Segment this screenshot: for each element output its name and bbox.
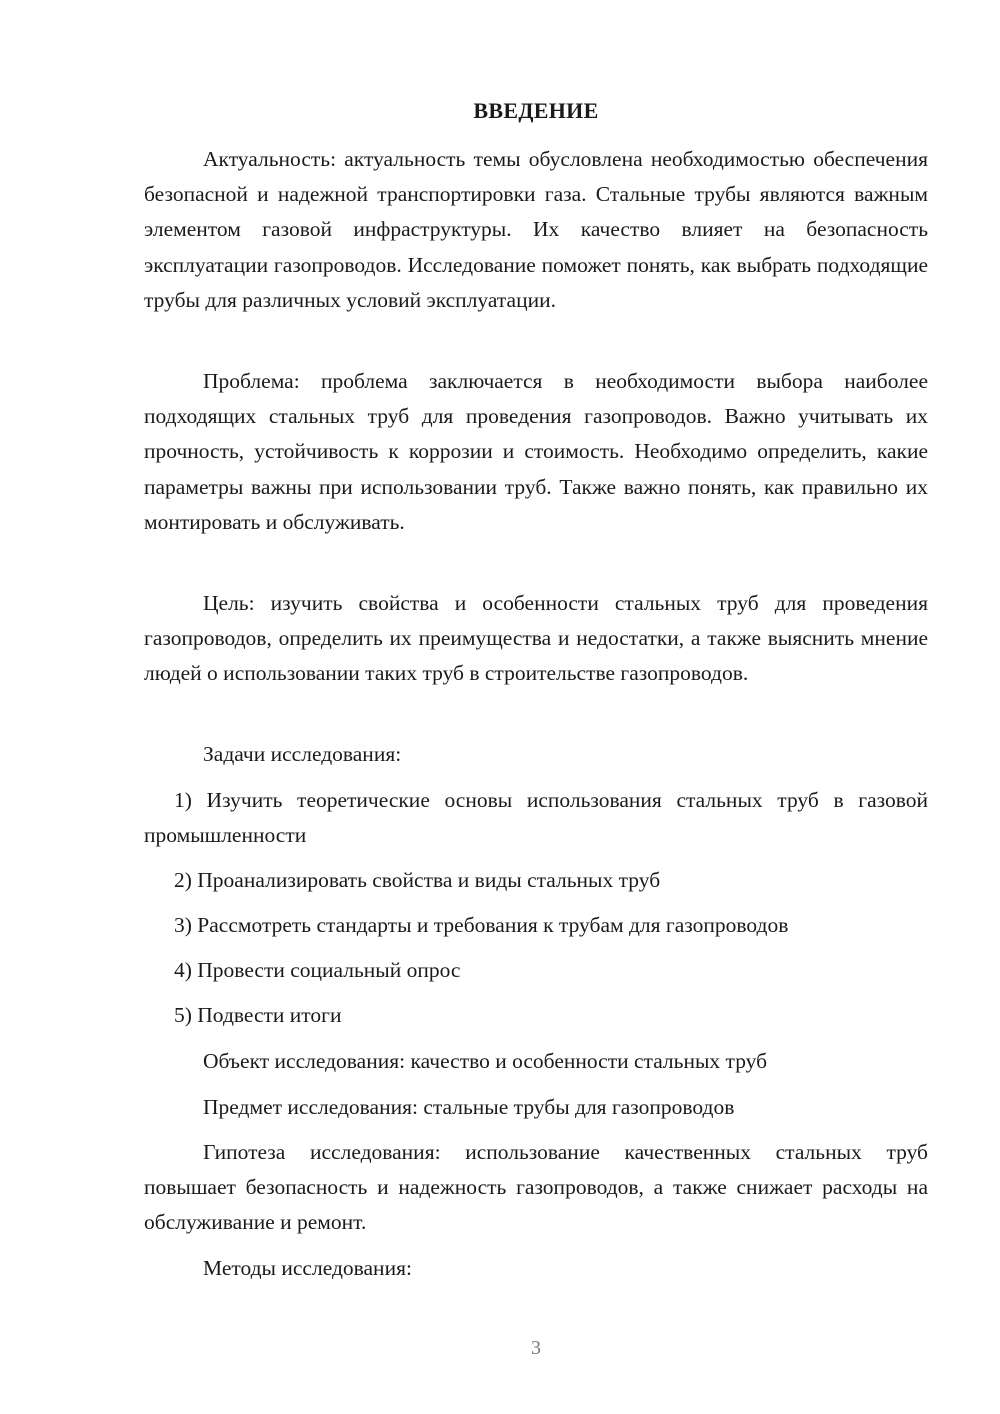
task-item-3-block xyxy=(144,908,928,943)
problem-paragraph: Проблема: проблема заключается в необходимости выбора наиболее подходящих стальных труб для проведения газопроводов. Важно учитывать их прочность, устойчивость к коррозии и стоимость. Необходимо определить, какие параметры важны при использовании труб. Также важно понять, как правильно их монтировать и обслуживать. xyxy=(144,369,928,534)
goal-paragraph: Цель: изучить свойства и особенности стальных труб для проведения газопроводов, определить их преимущества и недостатки, а также выяснить мнение людей о использовании таких труб в строительстве газопроводов. xyxy=(144,591,928,686)
relevance-block xyxy=(144,142,928,318)
task-item: 5) Подвести итоги xyxy=(174,1003,342,1027)
task-item: 1) Изучить теоретические основы использования стальных труб в газовой промышленности xyxy=(144,788,928,848)
research-object: Объект исследования: качество и особенности стальных труб xyxy=(203,1049,768,1073)
tasks-title-block xyxy=(144,737,928,772)
page-title: ВВЕДЕНИЕ xyxy=(473,98,599,123)
task-item-5-block xyxy=(144,998,928,1033)
task-item-2-block xyxy=(144,863,928,898)
task-item-1-block xyxy=(144,783,928,853)
research-subject: Предмет исследования: стальные трубы для газопроводов xyxy=(203,1095,735,1119)
task-item: 4) Провести социальный опрос xyxy=(174,958,461,982)
methods-title: Методы исследования: xyxy=(203,1256,412,1280)
tasks-title: Задачи исследования: xyxy=(203,742,402,766)
hypothesis-paragraph: Гипотеза исследования: использование качественных стальных труб повышает безопасность и надежность газопроводов, а также снижает расходы на обслуживание и ремонт. xyxy=(144,1140,928,1235)
relevance-paragraph: Актуальность: актуальность темы обусловлена необходимостью обеспечения безопасной и надежной транспортировки газа. Стальные трубы являются важным элементом газовой инфраструктуры. Их качество влияет на безопасность эксплуатации газопроводов. Исследование поможет понять, как выбрать подходящие трубы для различных условий эксплуатации. xyxy=(144,147,928,312)
methods-title-block xyxy=(144,1251,928,1286)
hypothesis-block xyxy=(144,1135,928,1241)
page-number: 3 xyxy=(531,1337,541,1359)
goal-block xyxy=(144,586,928,692)
subject-block xyxy=(144,1090,928,1125)
task-item: 2) Проанализировать свойства и виды стальных труб xyxy=(174,868,661,892)
task-item-4-block xyxy=(144,953,928,988)
object-block xyxy=(144,1044,928,1079)
problem-block xyxy=(144,364,928,540)
task-item: 3) Рассмотреть стандарты и требования к трубам для газопроводов xyxy=(174,913,789,937)
